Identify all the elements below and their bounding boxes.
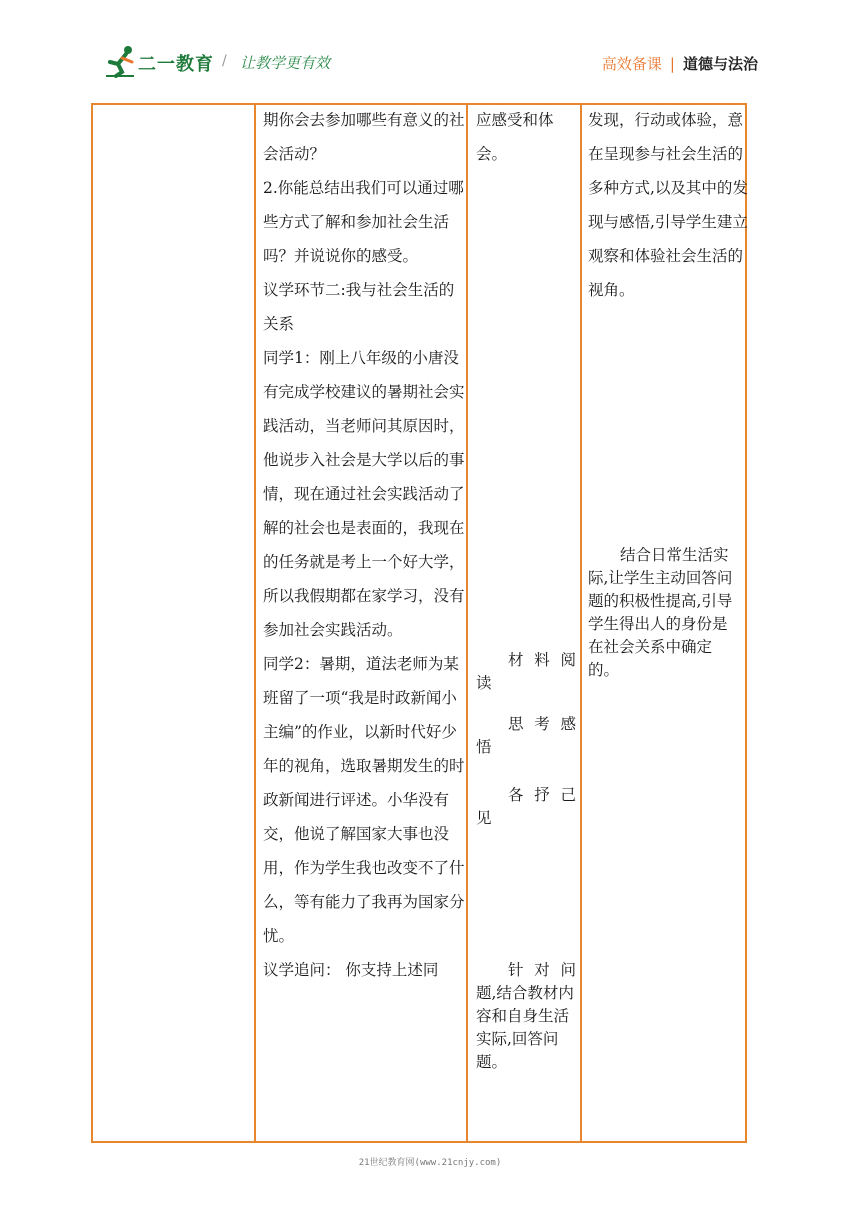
logo (104, 44, 214, 80)
column-divider-1 (254, 103, 256, 1143)
student-activity-item: 材料阅 读 (476, 651, 576, 692)
header-label: 高效备课 (601, 55, 662, 73)
table-border-left (91, 103, 93, 1143)
activity-paragraph: 同学1：刚上八年级的小唐没有完成学校建议的暑期社会实践活动，当老师问其原因时，他说步入社会是大学以后的事情，现在通过社会实践活动了解的社会也是表面的，我现在的任务就是考上一个好大学，所以我假期都在家学习，没有参加社会实践活动。 (263, 349, 465, 639)
activity-paragraph: 期你会去参加哪些有意义的社会活动？ (263, 111, 465, 163)
activity-paragraph: 议学追问： 你支持上述同 (263, 961, 439, 979)
student-activity-item: 各抒己 见 (476, 786, 576, 827)
table-border-bottom (91, 1141, 747, 1143)
student-activity-top: 应感受和体会。 (476, 111, 554, 163)
header-right (602, 53, 758, 74)
subject-title: 道德与法治 (682, 55, 758, 73)
logo-text: 二一教育 (138, 54, 214, 75)
header-slash: / (222, 53, 227, 69)
student-activity-item: 针对问 题,结合教材内容和自身生活实际,回答问题。 (476, 961, 576, 1071)
activity-paragraph: 议学环节二:我与社会生活的关系 (263, 281, 455, 333)
student-activity-item: 思考感 悟 (476, 715, 576, 756)
design-intent-top: 发现，行动或体验，意在呈现参与社会生活的多种方式,以及其中的发现与感悟,引导学生建立观察和体验社会生活的视角。 (588, 111, 748, 299)
column-divider-2 (466, 103, 468, 1143)
page-footer: 21世纪教育网(www.21cnjy.com) (358, 1158, 502, 1168)
page-header (0, 0, 860, 100)
header-separator: | (669, 55, 675, 73)
lesson-table (91, 103, 747, 1143)
activity-paragraph: 2.你能总结出我们可以通过哪些方式了解和参加社会生活吗？并说说你的感受。 (263, 179, 464, 265)
column-divider-3 (580, 103, 582, 1143)
slogan: 让教学更有效 (240, 54, 331, 72)
design-intent-bottom: 结合日常生活实际,让学生主动回答问题的积极性提高,引导学生得出人的身份是在社会关系中确定的。 (588, 546, 733, 679)
activity-column (263, 103, 465, 987)
activity-paragraph: 同学2：暑期，道法老师为某班留了一项“我是时政新闻小主编”的作业，以新时代好少年的视角，选取暑期发生的时政新闻进行评述。小华没有交，他说了解国家大事也没用，作为学生我也改变不了什么，等有能力了我再为国家分忧。 (263, 655, 465, 945)
running-man-icon (104, 44, 138, 78)
